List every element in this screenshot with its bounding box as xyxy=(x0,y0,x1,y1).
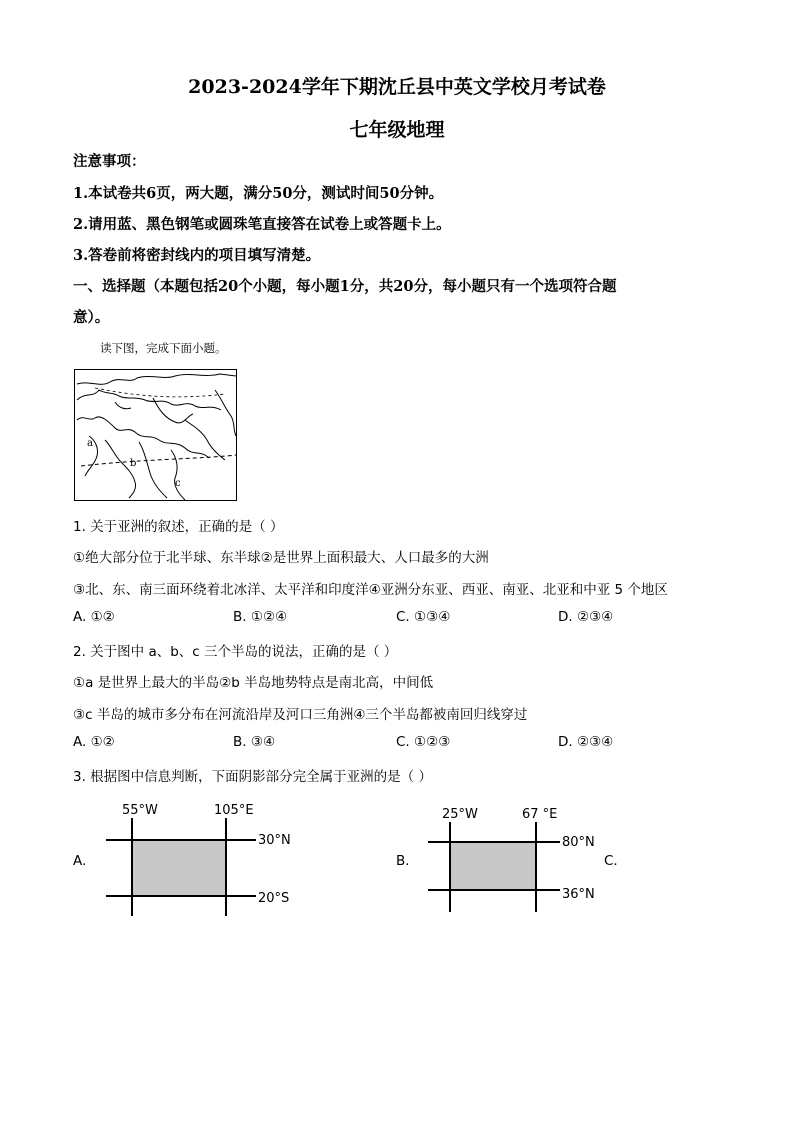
exam-subtitle: 七年级地理 xyxy=(349,119,445,141)
asia-map xyxy=(74,369,237,501)
read-map-instruction: 读下图，完成下面小题。 xyxy=(100,341,227,355)
q2-stem: 2. 关于图中 a、b、c 三个半岛的说法，正确的是（ ） xyxy=(73,644,398,660)
q2-option-c[interactable]: C. ①②③ xyxy=(396,734,451,750)
q1-statement-line1: ①绝大部分位于北半球、东半球②是世界上面积最大、人口最多的大洲 xyxy=(73,550,489,566)
q3-option-a-grid[interactable] xyxy=(100,798,300,918)
q3-b-lon-right: 67 °E xyxy=(522,807,558,822)
section1-heading-cont: 意）。 xyxy=(73,309,110,326)
q3-option-a-label[interactable]: A. xyxy=(73,853,87,869)
q3-a-lat-top: 30°N xyxy=(258,833,291,848)
q1-option-d[interactable]: D. ②③④ xyxy=(558,609,614,625)
q1-option-c[interactable]: C. ①③④ xyxy=(396,609,451,625)
q3-option-b-label[interactable]: B. xyxy=(396,853,410,869)
q3-a-lat-bottom: 20°S xyxy=(258,891,290,906)
map-label-b: b xyxy=(130,458,137,469)
q3-a-lon-right: 105°E xyxy=(214,803,254,818)
note-item-1: 1.本试卷共6页，两大题，满分50分，测试时间50分钟。 xyxy=(73,185,444,202)
q2-option-b[interactable]: B. ③④ xyxy=(233,734,276,750)
q2-option-a[interactable]: A. ①② xyxy=(73,734,115,750)
q1-option-b[interactable]: B. ①②④ xyxy=(233,609,288,625)
note-item-3: 3.答卷前将密封线内的项目填写清楚。 xyxy=(73,247,321,264)
q2-statement-line2: ③c 半岛的城市多分布在河流沿岸及河口三角洲④三个半岛都被南回归线穿过 xyxy=(73,707,528,723)
q3-a-shaded-area xyxy=(132,840,226,896)
map-label-a: a xyxy=(87,438,93,449)
asia-map-drawing xyxy=(75,370,237,501)
q3-option-b-grid[interactable] xyxy=(424,804,604,916)
q1-stem: 1. 关于亚洲的叙述，正确的是（ ） xyxy=(73,519,284,535)
note-item-2: 2.请用蓝、黑色钢笔或圆珠笔直接答在试卷上或答题卡上。 xyxy=(73,216,451,233)
q2-statement-line1: ①a 是世界上最大的半岛②b 半岛地势特点是南北高，中间低 xyxy=(73,675,434,691)
section1-heading: 一、选择题（本题包括20个小题，每小题1分，共20分，每小题只有一个选项符合题 xyxy=(73,278,617,295)
map-label-c: c xyxy=(175,478,181,489)
q1-option-a[interactable]: A. ①② xyxy=(73,609,115,625)
q2-option-d[interactable]: D. ②③④ xyxy=(558,734,614,750)
q1-statement-line2: ③北、东、南三面环绕着北冰洋、太平洋和印度洋④亚洲分东亚、西亚、南亚、北亚和中亚 5 个地区 xyxy=(73,582,668,598)
q3-b-lon-left: 25°W xyxy=(442,807,478,822)
exam-title: 2023-2024学年下期沈丘县中英文学校月考试卷 xyxy=(188,76,606,98)
q3-b-lat-bottom: 36°N xyxy=(562,887,595,902)
q3-b-shaded-area xyxy=(450,842,536,890)
q3-a-lon-left: 55°W xyxy=(122,803,158,818)
q3-option-b-drawing xyxy=(424,804,604,916)
q3-option-a-drawing xyxy=(100,798,300,918)
q3-b-lat-top: 80°N xyxy=(562,835,595,850)
q3-stem: 3. 根据图中信息判断，下面阴影部分完全属于亚洲的是（ ） xyxy=(73,769,432,785)
notes-heading: 注意事项： xyxy=(73,153,146,170)
q3-option-c-label[interactable]: C. xyxy=(604,853,618,869)
